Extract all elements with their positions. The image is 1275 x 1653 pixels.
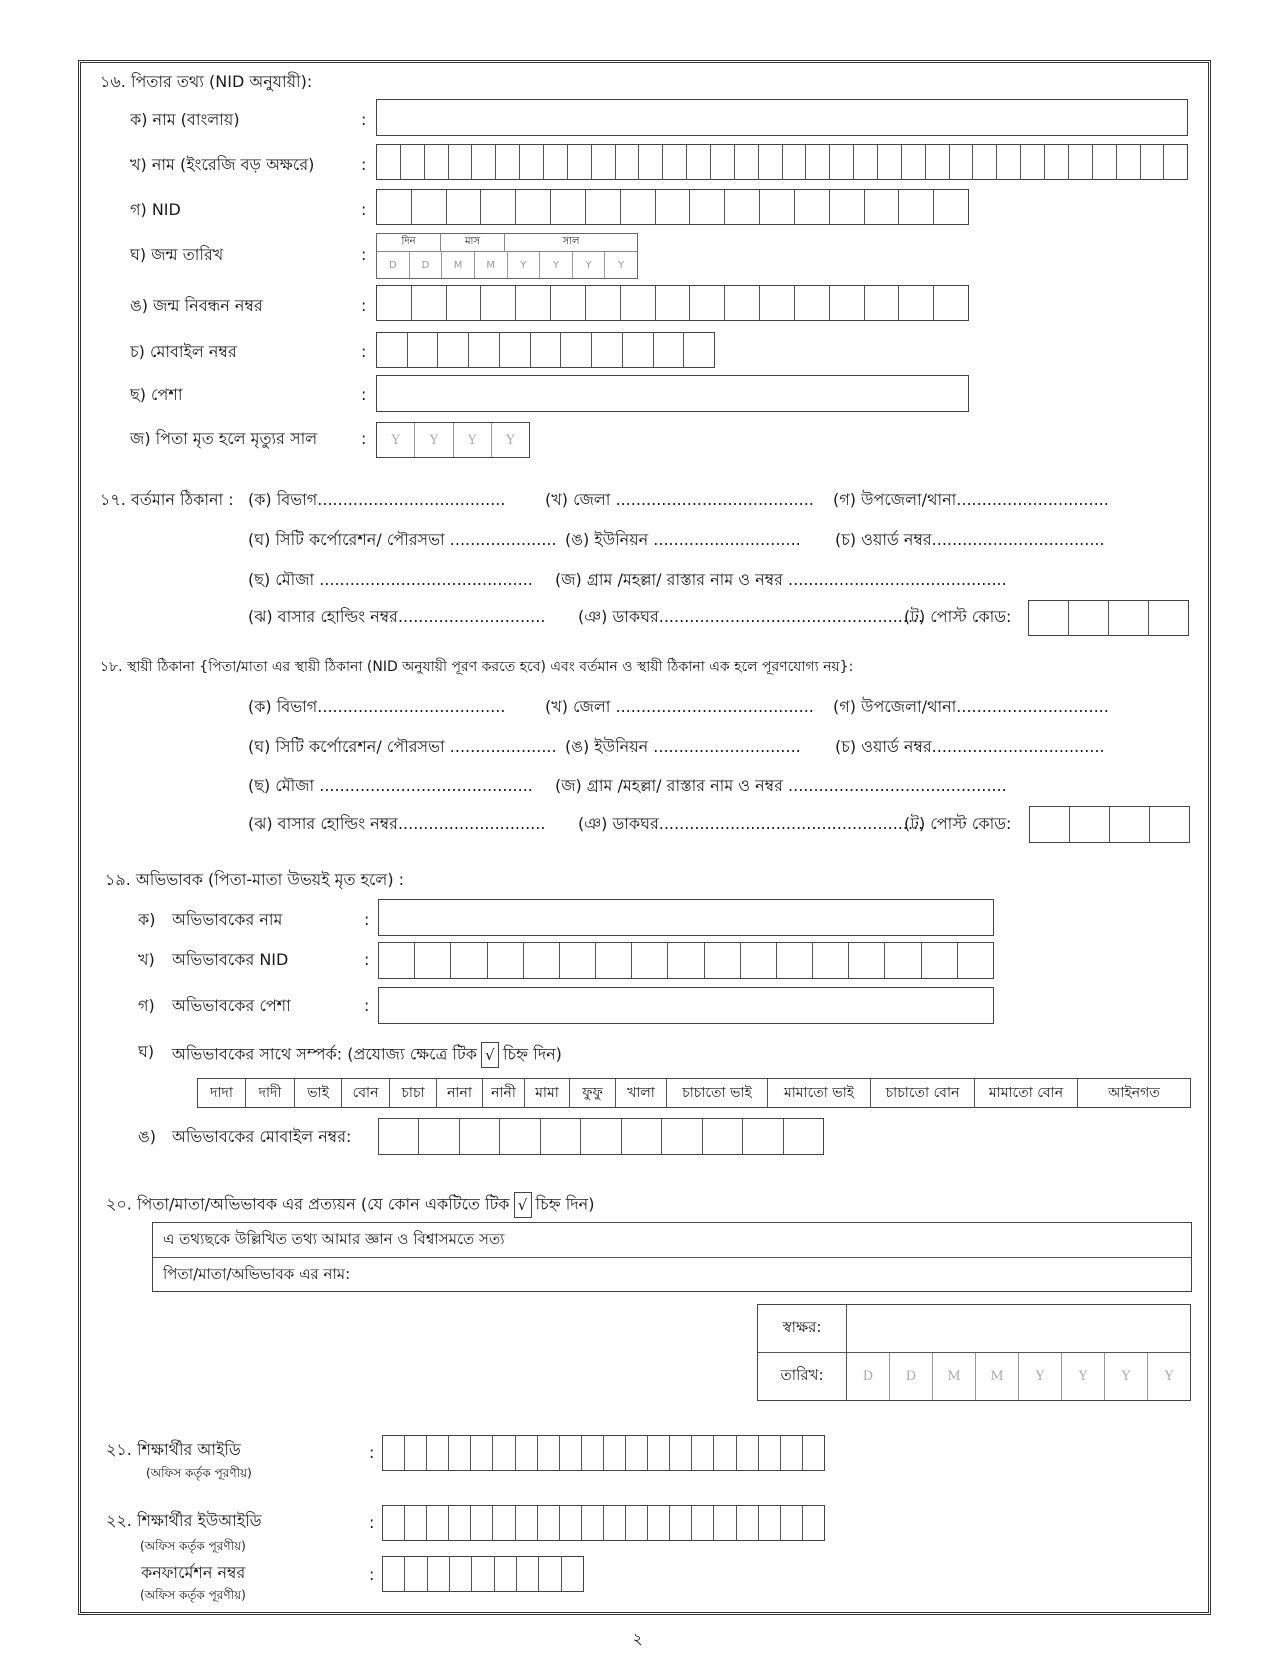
permanent-post-office-field[interactable]: (ঞ) ডাকঘর.................................................... <box>578 814 924 833</box>
relation-option[interactable]: খালা <box>616 1079 667 1107</box>
guardian-name-no: ক) <box>138 910 156 929</box>
permanent-union-field[interactable]: (ঙ) ইউনিয়ন ............................. <box>565 737 801 756</box>
colon: : <box>361 110 367 129</box>
student-uid-input[interactable] <box>382 1505 825 1541</box>
present-postcode-label: (ট) পোস্ট কোড: <box>904 607 1012 626</box>
student-id-label: ২১. শিক্ষার্থীর আইডি <box>106 1440 241 1459</box>
death-year-cell[interactable]: Y <box>415 423 453 457</box>
date-cell[interactable]: M <box>976 1353 1019 1401</box>
declaration-name-field[interactable]: পিতা/মাতা/অভিভাবক এর নাম: <box>163 1265 351 1283</box>
colon: : <box>364 910 370 929</box>
page-number: ২ <box>632 1629 643 1648</box>
date-cell[interactable]: Y <box>1019 1353 1062 1401</box>
relation-option[interactable]: বোন <box>342 1079 390 1107</box>
death-year-cell[interactable]: Y <box>506 432 515 448</box>
guardian-relation-no: ঘ) <box>138 1042 155 1061</box>
permanent-district-field[interactable]: (খ) জেলা ....................................... <box>545 697 814 716</box>
date-cell[interactable]: D <box>847 1353 890 1401</box>
declaration-date-input[interactable] <box>847 1353 1190 1401</box>
section-17-title: ১৭. বর্তমান ঠিকানা : <box>100 490 234 509</box>
permanent-division-field[interactable]: (ক) বিভাগ..................................... <box>248 697 506 716</box>
colon: : <box>369 1565 375 1584</box>
permanent-postcode-label: (ট) পোস্ট কোড: <box>904 814 1012 833</box>
dob-cell[interactable]: Y <box>618 259 625 271</box>
father-occupation-input[interactable] <box>376 375 969 412</box>
confirmation-label: কনফার্মেশন নম্বর <box>141 1563 246 1582</box>
dob-year-header: সাল <box>562 236 580 247</box>
section-19-title: ১৯. অভিভাবক (পিতা-মাতা উভয়ই মৃত হলে) : <box>105 870 405 889</box>
guardian-mobile-label: অভিভাবকের মোবাইল নম্বর: <box>172 1127 352 1146</box>
section-16-title: ১৬. পিতার তথ্য (NID অনুযায়ী): <box>100 72 313 91</box>
guardian-occupation-no: গ) <box>138 996 155 1015</box>
father-birth-reg-input[interactable] <box>376 285 969 321</box>
permanent-postcode-input[interactable] <box>1029 806 1190 843</box>
declaration-statement[interactable]: এ তথ্যছকে উল্লিখিত তথ্য আমার জ্ঞান ও বিশ্বাসমতে সত্য <box>153 1223 1191 1258</box>
guardian-name-label: অভিভাবকের নাম <box>172 910 283 929</box>
permanent-city-corp-field[interactable]: (ঘ) সিটি কর্পোরেশন/ পৌরসভা ..................... <box>248 737 557 756</box>
father-birth-reg-label: ঙ) জন্ম নিবন্ধন নম্বর <box>130 296 263 315</box>
colon: : <box>369 1443 375 1462</box>
student-uid-note: (অফিস কর্তৃক পূরণীয়) <box>140 1539 246 1553</box>
father-death-year-input[interactable] <box>376 422 530 458</box>
dob-day-header: দিন <box>377 234 441 251</box>
colon: : <box>361 200 367 219</box>
relation-option[interactable]: ফুফু <box>570 1079 616 1107</box>
present-post-office-field[interactable]: (ঞ) ডাকঘর.................................................... <box>578 607 924 626</box>
present-village-field[interactable]: (জ) গ্রাম /মহল্লা/ রাস্তার নাম ও নম্বর ........................................... <box>555 570 1007 589</box>
date-cell[interactable]: D <box>890 1353 933 1401</box>
colon: : <box>361 342 367 361</box>
present-mouza-field[interactable]: (ছ) মৌজা .......................................... <box>248 570 533 589</box>
permanent-upazila-field[interactable]: (গ) উপজেলা/থানা.............................. <box>833 697 1109 716</box>
present-division-field[interactable]: (ক) বিভাগ..................................... <box>248 490 506 509</box>
father-mobile-input[interactable] <box>376 332 715 368</box>
guardian-mobile-input[interactable] <box>378 1118 824 1155</box>
relation-options <box>197 1078 1191 1108</box>
date-cell[interactable]: Y <box>1062 1353 1105 1401</box>
guardian-nid-no: খ) <box>138 950 155 969</box>
permanent-village-field[interactable]: (জ) গ্রাম /মহল্লা/ রাস্তার নাম ও নম্বর ........................................... <box>555 776 1007 795</box>
date-cell[interactable]: Y <box>1164 1368 1174 1384</box>
declaration-box <box>152 1222 1192 1292</box>
father-nid-label: গ) NID <box>130 200 181 219</box>
student-id-input[interactable] <box>382 1435 825 1471</box>
present-city-corp-field[interactable]: (ঘ) সিটি কর্পোরেশন/ পৌরসভা ..................... <box>248 530 557 549</box>
dob-cell[interactable]: Y <box>540 252 573 278</box>
father-name-bn-label: ক) নাম (বাংলায়) <box>130 110 240 129</box>
relation-option[interactable]: আইনগত <box>1108 1085 1160 1101</box>
relation-option[interactable]: চাচাতো বোন <box>871 1079 975 1107</box>
date-label: তারিখ: <box>780 1365 824 1384</box>
father-name-en-input[interactable] <box>376 144 1188 180</box>
present-district-field[interactable]: (খ) জেলা ....................................... <box>545 490 814 509</box>
death-year-cell[interactable]: Y <box>377 423 415 457</box>
dob-month-header: মাস <box>441 234 505 251</box>
relation-option[interactable]: মামাতো বোন <box>975 1079 1078 1107</box>
present-union-field[interactable]: (ঙ) ইউনিয়ন ............................. <box>565 530 801 549</box>
relation-option[interactable]: চাচা <box>390 1079 437 1107</box>
dob-cell[interactable]: D <box>377 252 410 278</box>
father-name-bn-input[interactable] <box>376 99 1188 136</box>
signature-date-box <box>757 1304 1191 1401</box>
relation-option[interactable]: মামাতো ভাই <box>768 1079 871 1107</box>
colon: : <box>361 429 367 448</box>
section-20-title-text: ২০. পিতা/মাতা/অভিভাবক এর প্রত্যয়ন (যে কোন একটিতে টিক <box>106 1194 510 1214</box>
relation-option[interactable]: নানা <box>437 1079 483 1107</box>
dob-cell[interactable]: M <box>442 252 475 278</box>
relation-option[interactable]: দাদী <box>246 1079 295 1107</box>
signature-field[interactable] <box>847 1305 1190 1353</box>
dob-cell[interactable]: Y <box>573 252 606 278</box>
death-year-cell[interactable]: Y <box>454 423 492 457</box>
signature-label: স্বাক্ষর: <box>758 1305 846 1353</box>
father-dob-input[interactable] <box>376 233 638 279</box>
guardian-relation-tail: চিহ্ন দিন) <box>502 1044 562 1064</box>
father-dob-label: ঘ) জন্ম তারিখ <box>130 245 224 264</box>
father-mobile-label: চ) মোবাইল নম্বর <box>130 342 237 361</box>
section-18-title: ১৮. স্থায়ী ঠিকানা {পিতা/মাতা এর স্থায়ী ঠিকানা (NID অনুযায়ী পূরণ করতে হবে) এবং বর্তমান ও স্থায়ী ঠিকানা এক হলে পূরণযোগ্য নয়}: <box>100 659 854 675</box>
guardian-name-input[interactable] <box>378 899 994 936</box>
father-occupation-label: ছ) পেশা <box>130 385 183 404</box>
guardian-occupation-label: অভিভাবকের পেশা <box>172 996 291 1015</box>
guardian-mobile-no: ঙ) <box>138 1127 156 1146</box>
guardian-nid-label: অভিভাবকের NID <box>172 950 289 969</box>
relation-option[interactable]: চাচাতো ভাই <box>667 1079 768 1107</box>
colon: : <box>364 950 370 969</box>
present-postcode-input[interactable] <box>1028 600 1189 636</box>
relation-option[interactable]: ভাই <box>295 1079 342 1107</box>
tick-icon: √ <box>481 1042 499 1068</box>
guardian-occupation-input[interactable] <box>378 987 994 1024</box>
father-nid-input[interactable] <box>376 189 969 225</box>
colon: : <box>364 996 370 1015</box>
colon: : <box>361 155 367 174</box>
dob-cell[interactable]: Y <box>508 252 541 278</box>
present-upazila-field[interactable]: (গ) উপজেলা/থানা.............................. <box>833 490 1109 509</box>
permanent-ward-field[interactable]: (চ) ওয়ার্ড নম্বর.................................. <box>835 737 1105 756</box>
relation-option[interactable]: দাদা <box>198 1079 246 1107</box>
colon: : <box>361 296 367 315</box>
guardian-relation-text: অভিভাবকের সাথে সম্পর্ক: (প্রযোজ্য ক্ষেত্রে টিক <box>172 1044 477 1064</box>
student-uid-label: ২২. শিক্ষার্থীর ইউআইডি <box>106 1511 262 1530</box>
dob-cell[interactable]: D <box>410 252 443 278</box>
student-id-note: (অফিস কর্তৃক পূরণীয়) <box>146 1466 252 1480</box>
father-death-year-label: জ) পিতা মৃত হলে মৃত্যুর সাল <box>130 429 318 448</box>
date-cell[interactable]: M <box>933 1353 976 1401</box>
confirmation-input[interactable] <box>382 1556 584 1592</box>
father-name-en-label: খ) নাম (ইংরেজি বড় অক্ষরে) <box>130 155 315 174</box>
section-20-title <box>106 1192 594 1218</box>
permanent-holding-field[interactable]: (ঝ) বাসার হোল্ডিং নম্বর............................. <box>248 814 546 833</box>
colon: : <box>361 245 367 264</box>
date-cell[interactable]: Y <box>1105 1353 1148 1401</box>
present-holding-field[interactable]: (ঝ) বাসার হোল্ডিং নম্বর............................. <box>248 607 546 626</box>
guardian-nid-input[interactable] <box>378 942 994 979</box>
confirmation-note: (অফিস কর্তৃক পূরণীয়) <box>140 1588 246 1602</box>
colon: : <box>361 385 367 404</box>
permanent-mouza-field[interactable]: (ছ) মৌজা .......................................... <box>248 776 533 795</box>
tick-icon: √ <box>514 1192 532 1218</box>
dob-cell[interactable]: M <box>475 252 508 278</box>
relation-option[interactable]: নানী <box>483 1079 525 1107</box>
colon: : <box>369 1513 375 1532</box>
relation-option[interactable]: মামা <box>525 1079 570 1107</box>
section-20-title-tail: চিহ্ন দিন) <box>535 1194 595 1214</box>
guardian-relation-label <box>172 1042 562 1068</box>
present-ward-field[interactable]: (চ) ওয়ার্ড নম্বর.................................. <box>835 530 1105 549</box>
